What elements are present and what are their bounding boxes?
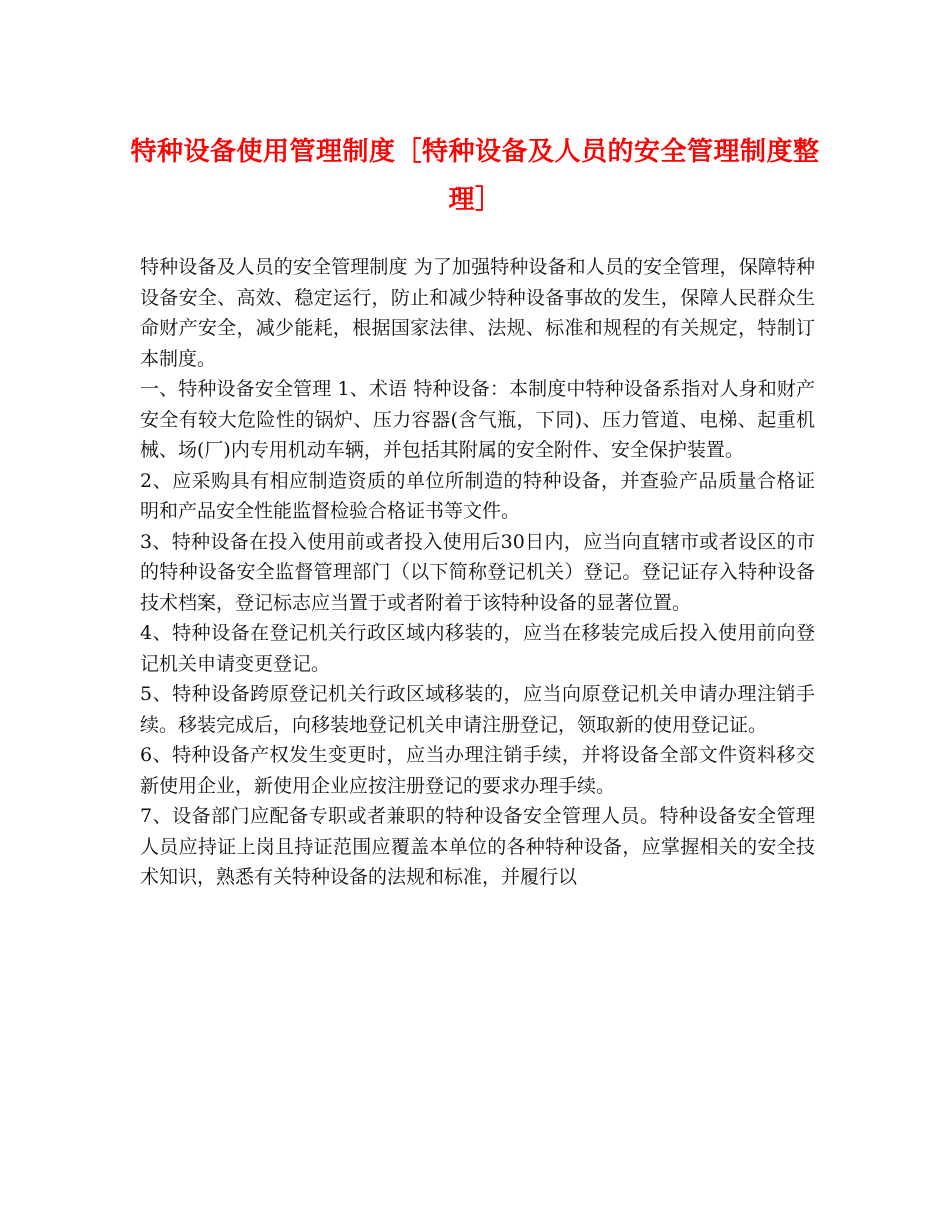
document-title: 特种设备使用管理制度［特种设备及人员的安全管理制度整理］	[130, 137, 820, 215]
paragraph-item-3: 3、特种设备在投入使用前或者投入使用后30日内，应当向直辖市或者设区的市的特种设备安全监督管理部门（以下简称登记机关）登记。登记证存入特种设备技术档案，登记标志应当置于或者附着于该特种设备的显著位置。	[140, 530, 815, 614]
paragraph-section-1: 一、特种设备安全管理 1、术语 特种设备：本制度中特种设备系指对人身和财产安全有较大危险性的锅炉、压力容器(含气瓶，下同)、压力管道、电梯、起重机械、场(厂)内专用机动车辆，并包括其附属的安全附件、安全保护装置。	[140, 378, 815, 461]
paragraph-item-6: 6、特种设备产权发生变更时，应当办理注销手续，并将设备全部文件资料移交新使用企业，新使用企业应按注册登记的要求办理手续。	[140, 744, 815, 797]
paragraph-item-2: 2、应采购具有相应制造资质的单位所制造的特种设备，并查验产品质量合格证明和产品安全性能监督检验合格证书等文件。	[140, 469, 815, 522]
paragraph-intro: 特种设备及人员的安全管理制度 为了加强特种设备和人员的安全管理，保障特种设备安全、高效、稳定运行，防止和减少特种设备事故的发生，保障人民群众生命财产安全，减少能耗，根据国家法律、法规、标准和规程的有关规定，特制订本制度。	[140, 256, 815, 370]
paragraph-item-5: 5、特种设备跨原登记机关行政区域移装的，应当向原登记机关申请办理注销手续。移装完成后，向移装地登记机关申请注册登记，领取新的使用登记证。	[140, 683, 815, 736]
paragraph-item-7: 7、设备部门应配备专职或者兼职的特种设备安全管理人员。特种设备安全管理人员应持证上岗且持证范围应覆盖本单位的各种特种设备，应掌握相关的安全技术知识，熟悉有关特种设备的法规和标准，并履行以	[140, 805, 815, 888]
document-body	[140, 252, 815, 893]
paragraph-item-4: 4、特种设备在登记机关行政区域内移装的，应当在移装完成后投入使用前向登记机关申请变更登记。	[140, 622, 815, 675]
